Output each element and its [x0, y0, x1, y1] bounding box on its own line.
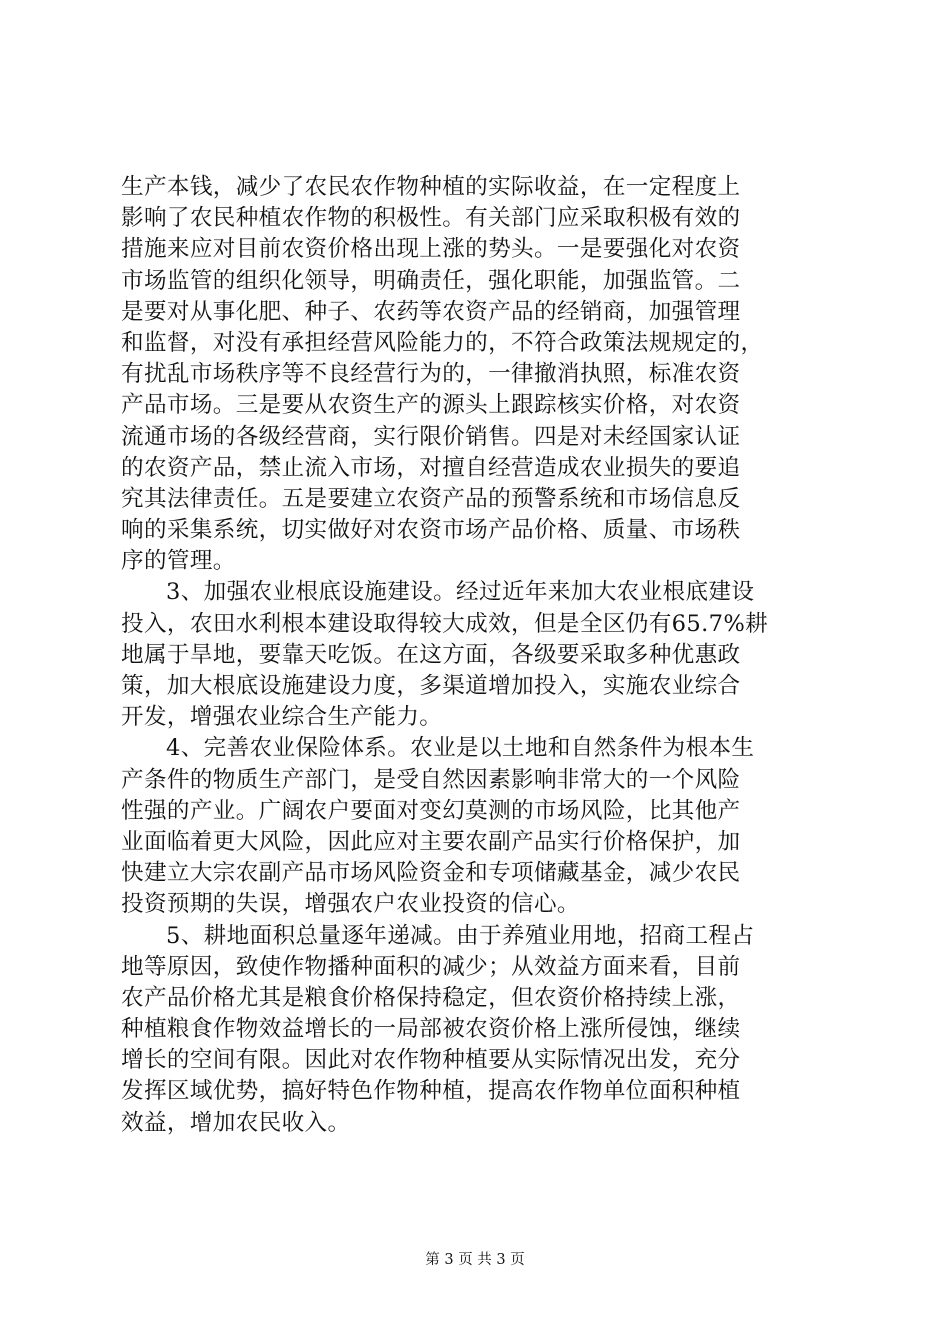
text-line: 地等原因，致使作物播种面积的减少；从效益方面来看，目前 [121, 953, 741, 980]
text-line: 的农资产品，禁止流入市场，对擅自经营造成农业损失的要追 [121, 454, 741, 481]
text-line: 投资预期的失误，增强农户农业投资的信心。 [121, 891, 580, 918]
text-line: 和监督，对没有承担经营风险能力的，不符合政策法规规定的， [121, 329, 764, 356]
text-line: 影响了农民种植农作物的积极性。有关部门应采取积极有效的 [121, 205, 741, 232]
text-line: 农产品价格尤其是粮食价格保持稳定，但农资价格持续上涨， [121, 984, 741, 1011]
text-line: 4、完善农业保险体系。农业是以土地和自然条件为根本生 [166, 735, 755, 762]
text-line: 效益，增加农民收入。 [121, 1109, 351, 1136]
text-line: 地属于旱地，要靠天吃饭。在这方面，各级要采取多种优惠政 [121, 641, 741, 668]
text-line: 种植粮食作物效益增长的一局部被农资价格上涨所侵蚀，继续 [121, 1016, 741, 1043]
text-line: 措施来应对目前农资价格出现上涨的势头。一是要强化对农资 [121, 236, 741, 263]
text-line: 有扰乱市场秩序等不良经营行为的，一律撤消执照，标准农资 [121, 361, 741, 388]
text-line: 产品市场。三是要从农资生产的源头上跟踪核实价格，对农资 [121, 392, 741, 419]
text-line: 市场监管的组织化领导，明确责任，强化职能，加强监管。二 [121, 267, 741, 294]
text-line: 发挥区域优势，搞好特色作物种植，提高农作物单位面积种植 [121, 1078, 741, 1105]
text-line: 开发，增强农业综合生产能力。 [121, 704, 443, 731]
text-line: 产条件的物质生产部门，是受自然因素影响非常大的一个风险 [121, 766, 741, 793]
text-line: 策，加大根底设施建设力度，多渠道增加投入，实施农业综合 [121, 673, 741, 699]
text-line: 流通市场的各级经营商，实行限价销售。四是对未经国家认证 [121, 423, 741, 450]
text-line: 生产本钱，减少了农民农作物种植的实际收益，在一定程度上 [121, 174, 741, 200]
text-line: 序的管理。 [121, 548, 236, 575]
text-line: 5、耕地面积总量逐年递减。由于养殖业用地，招商工程占 [166, 922, 755, 949]
text-line: 性强的产业。广阔农户要面对变幻莫测的市场风险，比其他产 [121, 797, 741, 824]
page-footer: 第 3 页 共 3 页 [425, 1252, 525, 1268]
text-line: 3、加强农业根底设施建设。经过近年来加大农业根底建设 [166, 579, 755, 606]
body-text [121, 172, 833, 1139]
text-line: 增长的空间有限。因此对农作物种植要从实际情况出发，充分 [121, 1047, 741, 1074]
text-line: 投入，农田水利根本建设取得较大成效，但是全区仍有65.7%耕 [121, 610, 769, 637]
text-line: 究其法律责任。五是要建立农资产品的预警系统和市场信息反 [121, 485, 741, 512]
text-line: 快建立大宗农副产品市场风险资金和专项储藏基金，减少农民 [121, 860, 741, 887]
text-line: 响的采集系统，切实做好对农资市场产品价格、质量、市场秩 [121, 517, 741, 544]
text-line: 业面临着更大风险，因此应对主要农副产品实行价格保护，加 [121, 828, 741, 855]
text-line: 是要对从事化肥、种子、农药等农资产品的经销商，加强管理 [121, 298, 741, 325]
